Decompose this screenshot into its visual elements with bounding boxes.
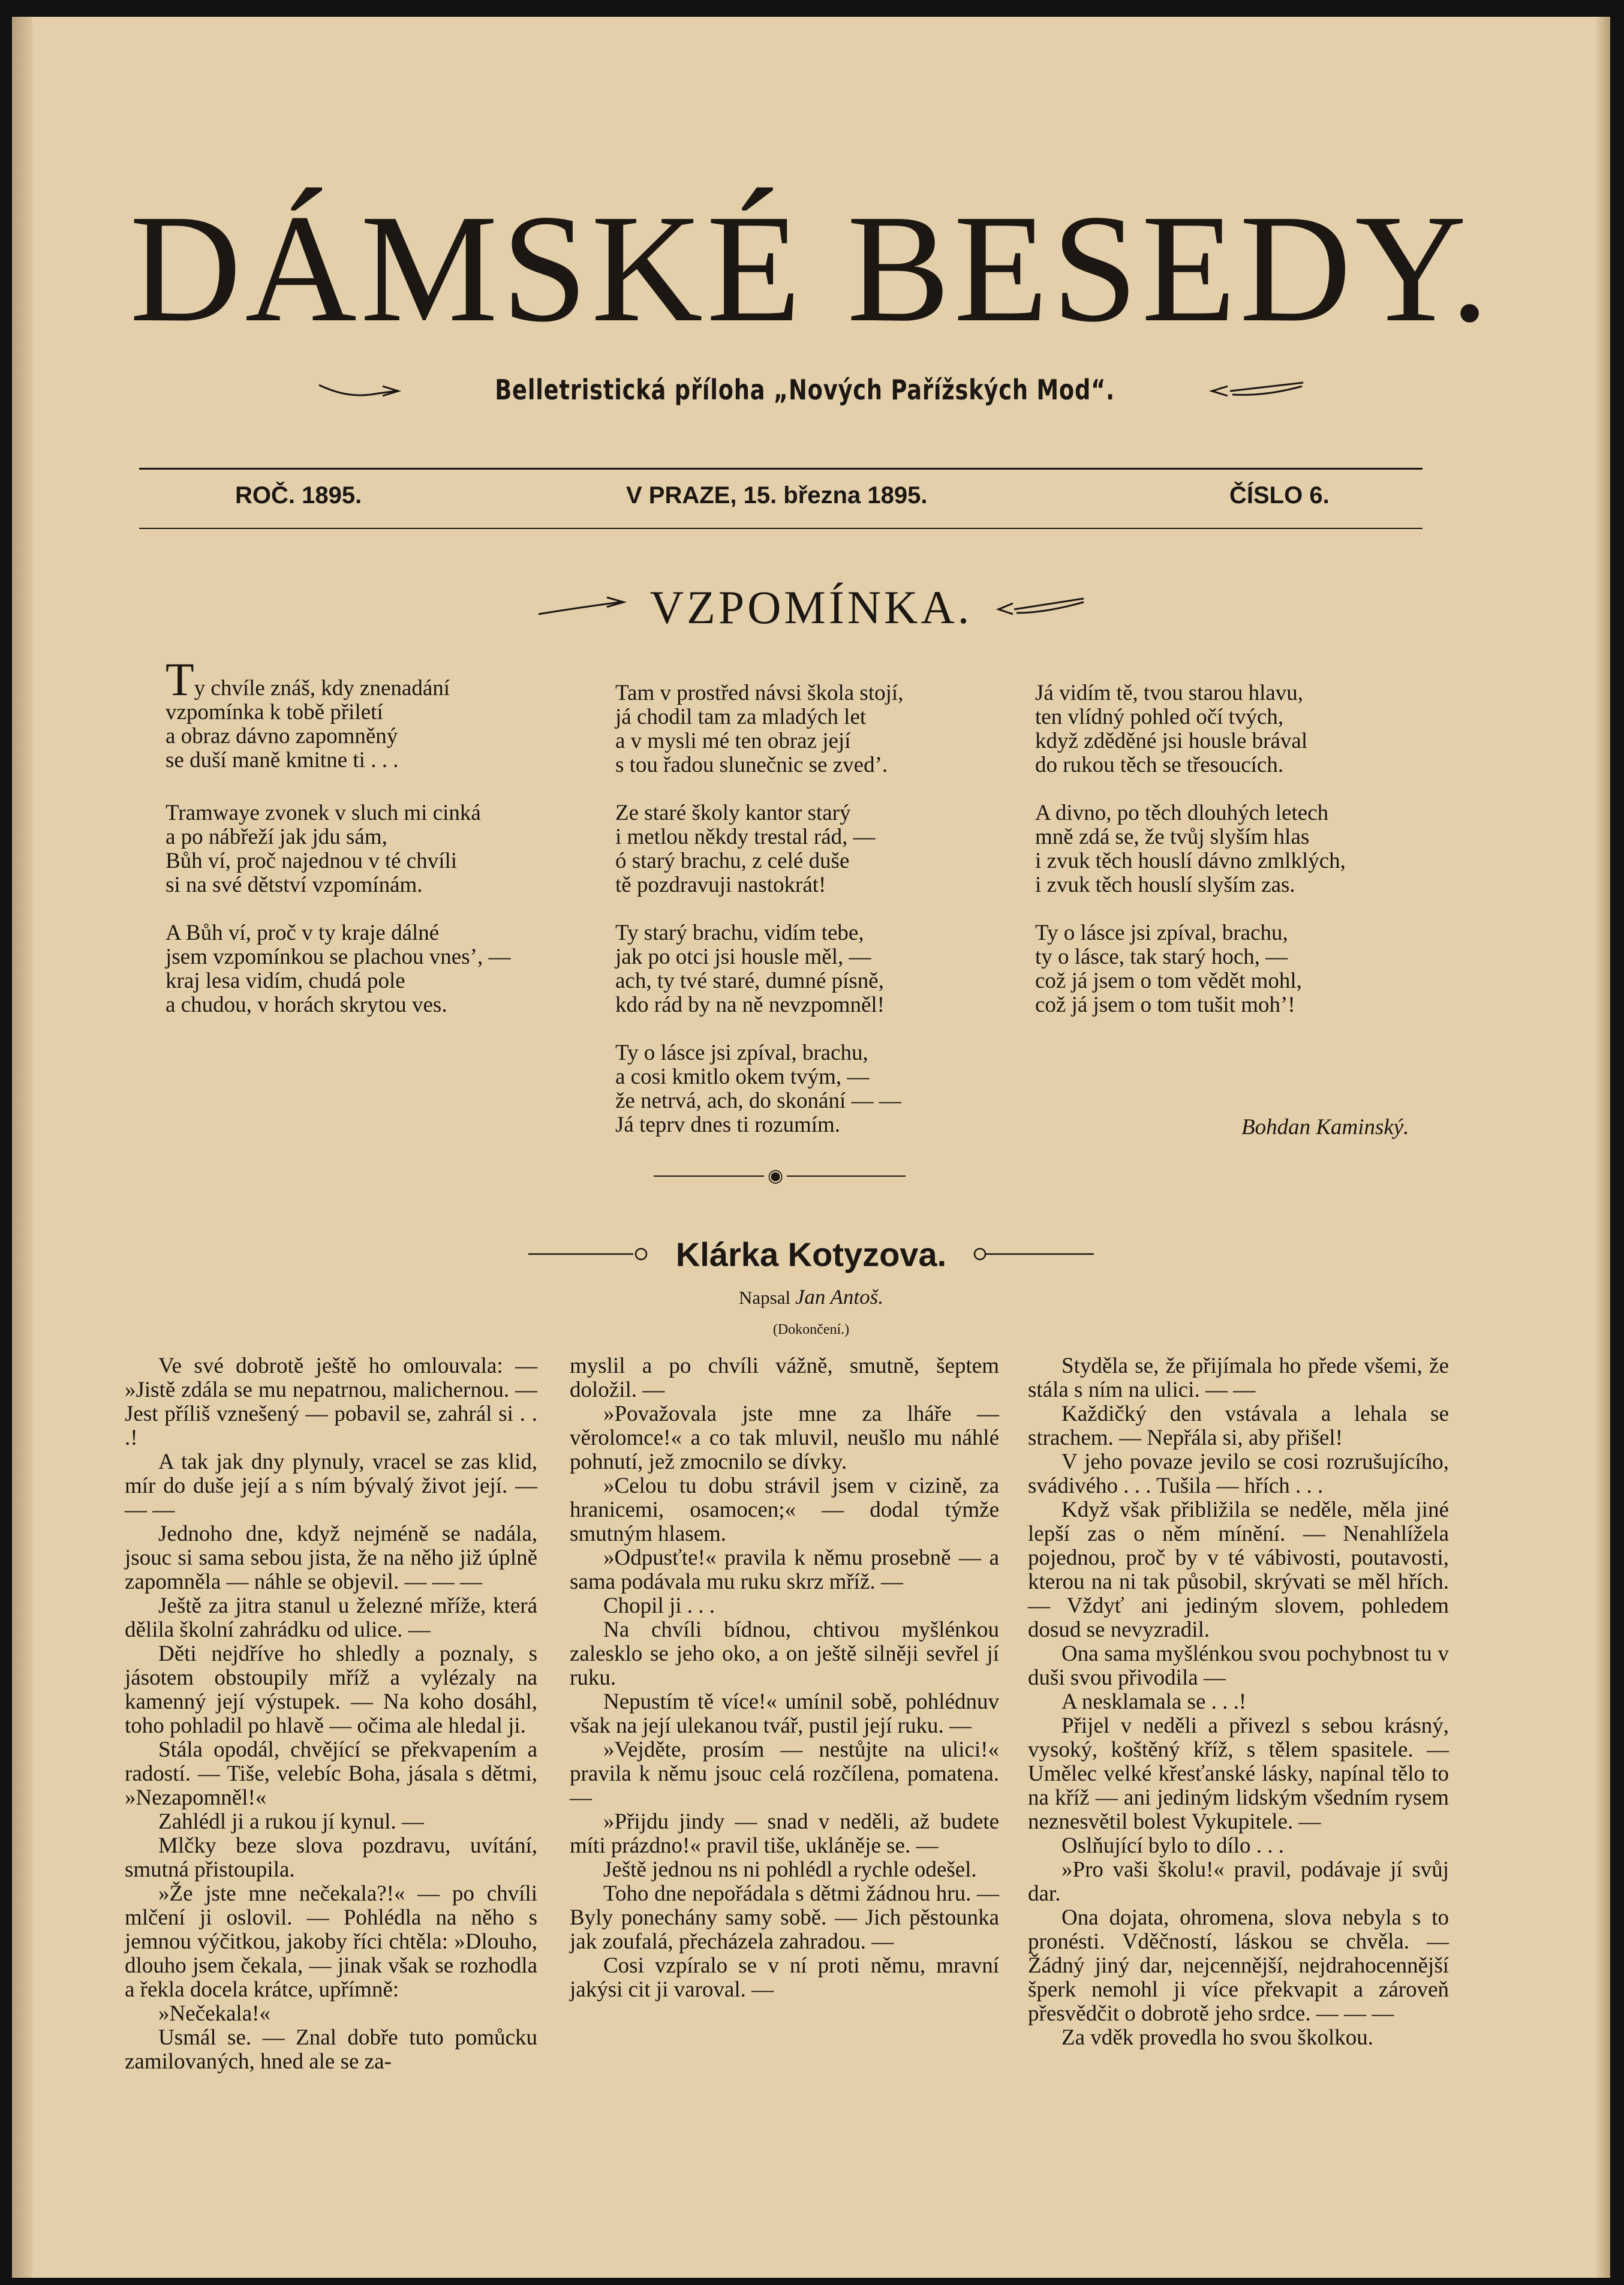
story-paragraph: Na chvíli bídnou, chtivou myšlénkou zalesklo se jeho oko, a on ještě silněji sevřel jí ruku. <box>570 1617 999 1690</box>
story-paragraph: »Nečekala!« <box>158 2001 270 2026</box>
story-paragraph: Ona sama myšlénkou svou pochybnost tu v duši svou přivodila — <box>1028 1641 1449 1690</box>
story-author: Jan Antoš. <box>795 1285 883 1309</box>
story-paragraph: Za vděk provedla ho svou školkou. <box>1061 2025 1373 2050</box>
story-left-ornament-icon <box>528 1245 654 1263</box>
story-paragraph: Přijel v neděli a přivezl s sebou krásný, vysoký, koštěný kříž, s tělem spasitele. — Umělec velké křesťanské lásky, napínal tělo to na kříž — ani jediným lidským všedním rysem neznesvětil bolest Vykupitele. — <box>1028 1713 1449 1834</box>
story-paragraph: Ona dojata, ohromena, slova nebyla s to pronésti. Vděčností, láskou se chvěla. — Žádný jiný dar, nejcennější, nejdrahocennější šperk nemohl ji více překvapit a zároveň přesvědčit o dobrotě jeho srdce. — — — <box>1028 1905 1449 2026</box>
story-right-ornament-icon <box>968 1245 1094 1263</box>
story-column-3 <box>1028 1354 1449 2050</box>
story-paragraph: Usmál se. — Znal dobře tuto pomůcku zamilovaných, hned ale se za- <box>125 2025 537 2074</box>
story-paragraph: »Vejděte, prosím — nestůjte na ulici!« pravila k němu jsouc celá rozčílena, pomatena. — <box>570 1737 999 1810</box>
subtitle-row <box>12 366 1610 414</box>
story-paragraph: A tak jak dny plynuly, vracel se zas klid, mír do duše její a s ním bývalý život její. — — — <box>125 1450 537 1522</box>
poem-stanza: Tam v prostřed návsi škola stojí, já chodil tam za mladých let a v mysli mé ten obraz její s tou řadou slunečnic se zved’. <box>615 681 904 777</box>
poem-stanza: Ty o lásce jsi zpíval, brachu, ty o lásce, tak starý hoch, — což já jsem o tom vědět mohl, což já jsem o tom tušit moh’! <box>1035 921 1302 1017</box>
story-heading-row <box>12 1227 1610 1281</box>
drop-cap: T <box>166 653 194 705</box>
story-paragraph: Zahlédl ji a rukou jí kynul. — <box>158 1809 424 1834</box>
story-paragraph: Styděla se, že přijímala ho přede všemi, že stála s ním na ulici. — — <box>1028 1354 1449 1402</box>
story-column-2 <box>570 1354 999 2002</box>
story-paragraph: Ještě jednou ns ni pohlédl a rychle odešel. <box>603 1857 977 1882</box>
story-title: Klárka Kotyzova. <box>675 1235 947 1273</box>
story-paragraph: Každičký den vstávala a lehala se strachem. — Nepřála si, aby přišel! <box>1028 1402 1449 1450</box>
story-paragraph: »Přijdu jindy — snad v neděli, až budete míti prázdno!« pravil tiše, ukláněje se. — <box>570 1809 999 1858</box>
masthead-title: DÁMSKÉ BESEDY. <box>130 182 1493 354</box>
story-paragraph: Stála opodál, chvějící se překvapením a radostí. — Tiše, velebíc Boha, jásala s dětmi, »Nezapomněl!« <box>125 1737 537 1810</box>
story-paragraph: »Že jste mne nečekala?!« — po chvíli mlčení ji oslovil. — Pohlédla na něho s jemnou výčitkou, jakoby říci chtěla: »Dlouho, dlouho jsem čekala, — jinak však se rozhodla a řekla docela krátce, upřímně: <box>125 1881 537 2002</box>
poem-stanza: A divno, po těch dlouhých letech mně zdá se, že tvůj slyším hlas i zvuk těch houslí dávno zmlklých, i zvuk těch houslí slyším zas. <box>1035 801 1346 897</box>
story-paragraph: Oslňující bylo to dílo . . . <box>1061 1833 1285 1858</box>
story-column-1 <box>125 1354 537 2074</box>
issue-rule-top <box>139 468 1422 470</box>
story-paragraph: Nepustím tě více!« umínil sobě, pohlédnuv však na její ulekanou tvář, pustil její ruku. — <box>570 1689 999 1738</box>
story-paragraph: Jednoho dne, když nejméně se nadála, jsouc si sama sebou jista, že na něho již úplně zapomněla — náhle se objevil. — — — <box>125 1522 537 1594</box>
poem-stanza: Já vidím tě, tvou starou hlavu, ten vlídný pohled očí tvých, když zděděné jsi housle brával do rukou těch se třesoucích. <box>1035 681 1308 777</box>
volume-label: ROČ. 1895. <box>235 482 362 509</box>
byline-prefix: Napsal <box>739 1287 791 1308</box>
poem-author: Bohdan Kaminský. <box>1241 1115 1409 1140</box>
poem-heading-row <box>12 578 1610 638</box>
story-paragraph: Když však přibližila se neděle, měla jiné lepší zas o něm mínění. — Nenahlížela pojednou, proč by v té vábivosti, poutavosti, kterou na ni tak působil, skrývati se měl hřích. — Vždyť ani jediným slovem, pohledem dosud se nevyzradil. <box>1028 1498 1449 1642</box>
story-paragraph: »Odpusťte!« pravila k němu prosebně — a sama podávala mu ruku skrz mříž. — <box>570 1546 999 1594</box>
story-paragraph: Toho dne nepořádala s dětmi žádnou hru. — Byly ponechány samy sobě. — Jich pěstounka jak zoufalá, přecházela zahradou. — <box>570 1881 999 1954</box>
story-paragraph: Děti nejdříve ho shledly a poznaly, s jásotem obstoupily mříž a vylézaly na kamenný její výstupek. — Na koho dosáhl, toho pohladil po hlavě — očima ale hledal ji. <box>125 1641 537 1738</box>
story-paragraph: »Pro vaši školu!« pravil, podávaje jí svůj dar. <box>1028 1857 1449 1906</box>
story-paragraph: V jeho povaze jevilo se cosi rozrušujícího, svádivého . . . Tušila — hřích . . . <box>1028 1450 1449 1498</box>
poem-title: VZPOMÍNKA. <box>649 581 973 633</box>
story-paragraph: Mlčky beze slova pozdravu, uvítání, smutná přistoupila. <box>125 1833 537 1882</box>
poem-right-ornament-icon <box>996 594 1086 621</box>
story-paragraph: A nesklamala se . . .! <box>1061 1689 1247 1714</box>
issue-number: ČÍSLO 6. <box>1229 482 1330 509</box>
story-paragraph: Cosi vzpíralo se v ní proti němu, mravní jakýsi cit ji varoval. — <box>570 1953 999 2002</box>
continued-note: (Dokončení.) <box>772 1322 850 1337</box>
story-paragraph: Ještě za jitra stanul u železné mříže, která dělila školní zahrádku od ulice. — <box>125 1594 537 1642</box>
right-ornament-icon <box>1208 378 1304 402</box>
page-right-edge <box>1595 17 1610 2278</box>
subtitle: Belletristická příloha „Nových Pařížských Mod“. <box>495 374 1115 406</box>
poem-stanza: Ze staré školy kantor starý i metlou někdy trestal rád, — ó starý brachu, z celé duše tě pozdravuji nastokrát! <box>615 801 876 897</box>
poem-stanza: Ty chvíle znáš, kdy znenadání vzpomínka k tobě přiletí a obraz dávno zapomněný se duší maně kmitne ti . . . <box>166 653 450 772</box>
poem-stanza: Tramwaye zvonek v sluch mi cinká a po nábřeží jak jdu sám, Bůh ví, proč najednou v té chvíli si na své dětství vzpomínám. <box>166 801 481 897</box>
story-paragraph: Chopil ji . . . <box>603 1594 715 1618</box>
issue-rule-bottom <box>139 528 1422 529</box>
issue-info-row <box>139 482 1422 518</box>
story-paragraph: »Celou tu dobu strávil jsem v cizině, za hranicemi, osamocen;« — dodal týmže smutným hlasem. <box>570 1474 999 1546</box>
story-byline <box>12 1285 1610 1309</box>
newspaper-page <box>12 17 1610 2278</box>
story-paragraph: Ve své dobrotě ještě ho omlouvala: — »Jistě zdála se mu nepatrnou, malichernou. — Jest příliš vznešený — pobavil se, zahrál si . . .! <box>125 1354 537 1450</box>
story-paragraph: »Považovala jste mne za lháře — věrolomce!« a co tak mluvil, neušlo mu náhlé pohnutí, jež zmocnilo se dívky. <box>570 1402 999 1474</box>
poem-stanza: Ty starý brachu, vidím tebe, jak po otci jsi housle měl, — ach, ty tvé staré, dumné písně, kdo rád by na ně nevzpomněl! <box>615 921 885 1017</box>
left-ornament-icon <box>318 378 402 402</box>
story-paragraph: myslil a po chvíli vážně, smutně, šeptem doložil. — <box>570 1354 999 1402</box>
issue-date: V PRAZE, 15. března 1895. <box>626 482 928 509</box>
poem-stanza: Ty o lásce jsi zpíval, brachu, a cosi kmitlo okem tvým, — že netrvá, ach, do skonání — — Já teprv dnes ti rozumím. <box>615 1041 901 1137</box>
page-left-edge <box>12 17 32 2278</box>
poem-stanza: A Bůh ví, proč v ty kraje dálné jsem vzpomínkou se plachou vnes’, — kraj lesa vidím, chudá pole a chudou, v horách skrytou ves. <box>166 921 511 1017</box>
poem-left-ornament-icon <box>536 594 626 621</box>
divider-ornament-icon: ◉ <box>764 1166 787 1186</box>
